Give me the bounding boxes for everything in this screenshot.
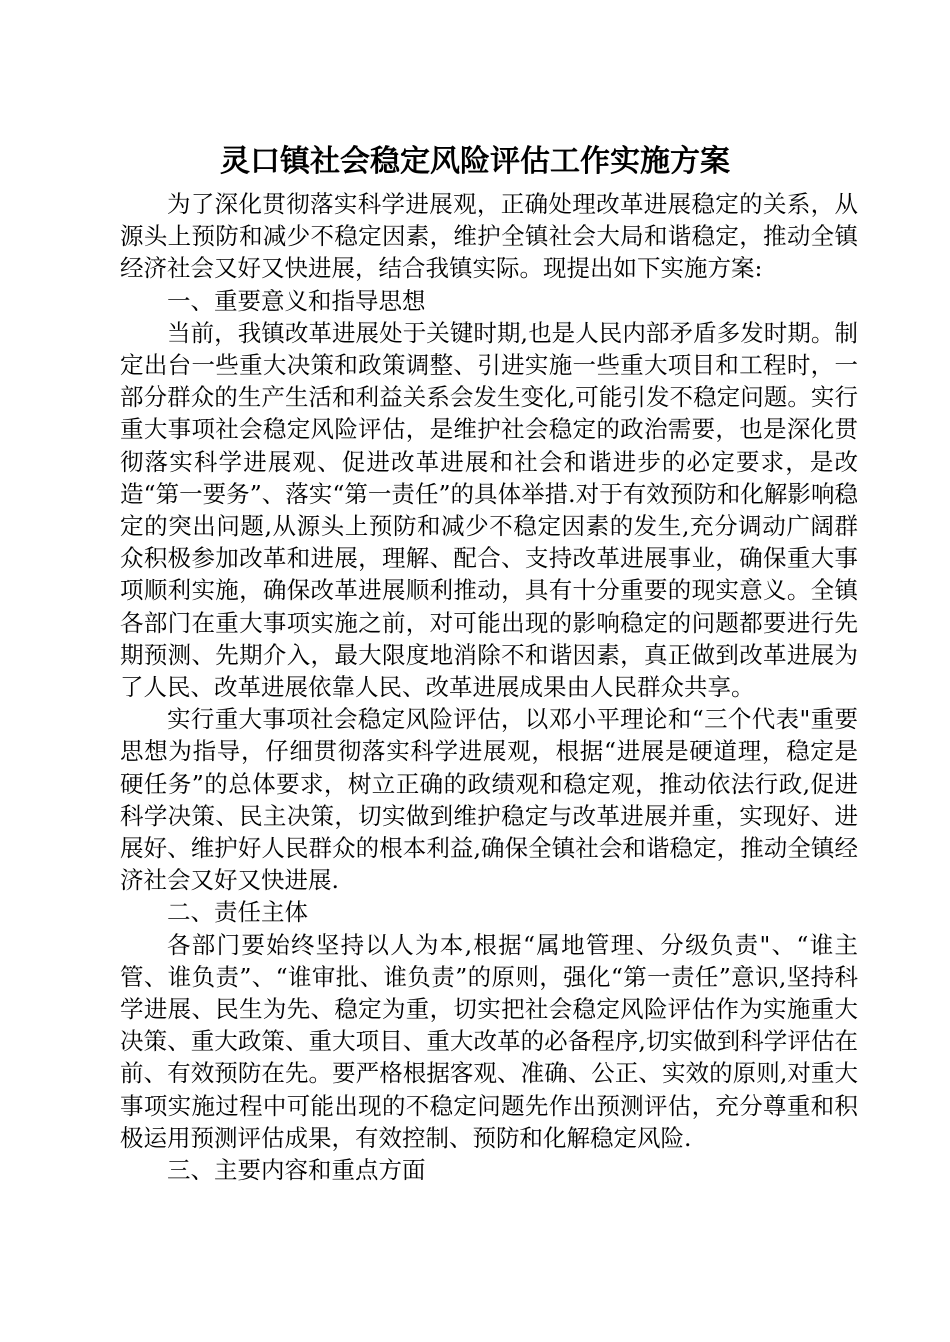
document-title: 灵口镇社会稳定风险评估工作实施方案 [220,144,730,179]
body-paragraph: 各部门要始终坚持以人为本,根据“属地管理、分级负责"、“谁主管、谁负责”、“谁审批、谁负责”的原则，强化“第一责任”意识,坚持科学进展、民生为先、稳定为重，切实把社会稳定风险评估作为实施重大决策、重大政策、重大项目、重大改革的必备程序,切实做到科学评估在前、有效预防在先。要严格根据客观、准确、公正、实效的原则,对重大事项实施过程中可能出现的不稳定问题先作出预测评估，充分尊重和积极运用预测评估成果，有效控制、预防和化解稳定风险. [120,930,858,1152]
section-heading-3: 三、主要内容和重点方面 [167,1156,426,1185]
document-body [120,188,858,1186]
body-paragraph: 当前，我镇改革进展处于关键时期,也是人民内部矛盾多发时期。制定出台一些重大决策和政策调整、引进实施一些重大项目和工程时，一部分群众的生产生活和利益关系会发生变化,可能引发不稳定问题。实行重大事项社会稳定风险评估，是维护社会稳定的政治需要，也是深化贯彻落实科学进展观、促进改革进展和社会和谐进步的必定要求，是改造“第一要务”、落实“第一责任”的具体举措.对于有效预防和化解影响稳定的突出问题,从源头上预防和减少不稳定因素的发生,充分调动广阔群众积极参加改革和进展，理解、配合、支持改革进展事业，确保重大事项顺利实施，确保改革进展顺利推动，具有十分重要的现实意义。全镇各部门在重大事项实施之前，对可能出现的影响稳定的问题都要进行先期预测、先期介入，最大限度地消除不和谐因素，真正做到改革进展为了人民、改革进展依靠人民、改革进展成果由人民群众共享。 [120,318,858,702]
section-heading-2: 二、责任主体 [167,898,308,927]
body-paragraph: 实行重大事项社会稳定风险评估，以邓小平理论和“三个代表"重要思想为指导，仔细贯彻落实科学进展观，根据“进展是硬道理，稳定是硬任务”的总体要求，树立正确的政绩观和稳定观，推动依法行政,促进科学决策、民主决策，切实做到维护稳定与改革进展并重，实现好、进展好、维护好人民群众的根本利益,确保全镇社会和谐稳定，推动全镇经济社会又好又快进展. [120,705,858,895]
intro-paragraph: 为了深化贯彻落实科学进展观，正确处理改革进展稳定的关系，从源头上预防和减少不稳定因素，维护全镇社会大局和谐稳定，推动全镇经济社会又好又快进展，结合我镇实际。现提出如下实施方案: [120,190,858,283]
section-heading-1: 一、重要意义和指导思想 [167,286,426,315]
